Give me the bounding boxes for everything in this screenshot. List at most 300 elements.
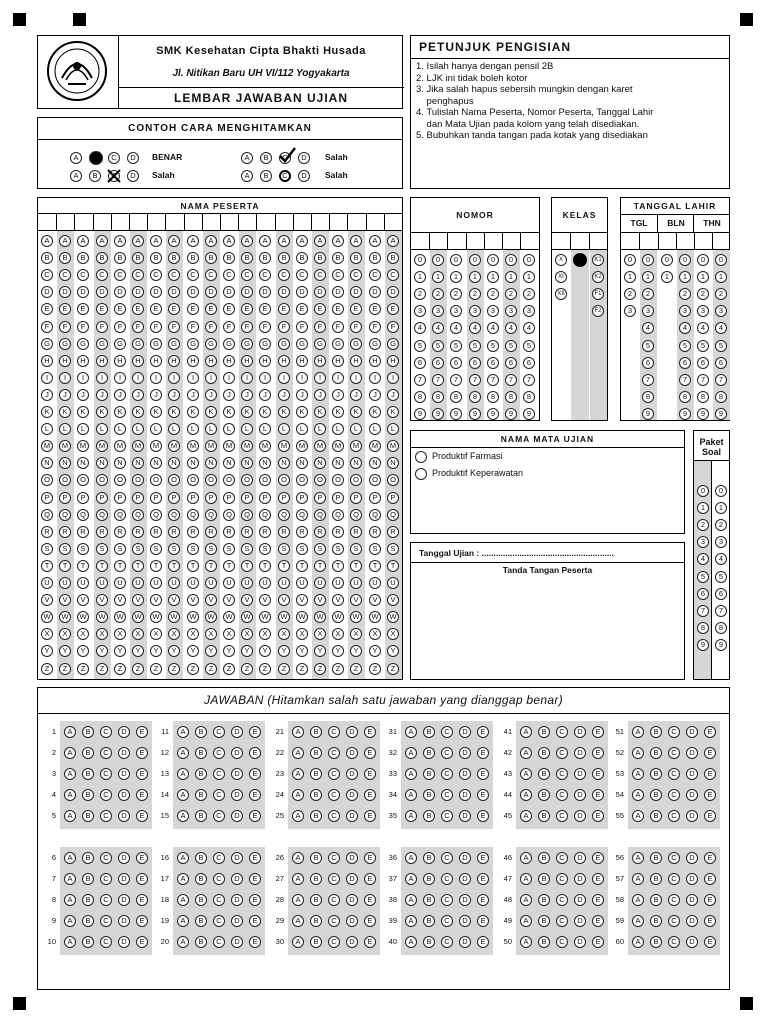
nomor-bubble[interactable]: 3	[414, 305, 426, 317]
nama-bubble[interactable]: U	[77, 577, 89, 589]
nama-bubble[interactable]: W	[96, 611, 108, 623]
nomor-bubble[interactable]: 3	[487, 305, 499, 317]
nomor-bubble[interactable]: 1	[432, 271, 444, 283]
answer-bubble[interactable]: A	[632, 810, 644, 822]
nama-bubble[interactable]: Q	[41, 509, 53, 521]
nama-bubble[interactable]: L	[296, 423, 308, 435]
paket-bubble[interactable]: 4	[697, 553, 709, 565]
nama-bubble[interactable]: E	[332, 303, 344, 315]
example-bubble[interactable]: A	[70, 170, 82, 182]
answer-bubble[interactable]: C	[100, 747, 112, 759]
nama-bubble[interactable]: G	[314, 338, 326, 350]
answer-bubble[interactable]: D	[118, 936, 130, 948]
nomor-bubble[interactable]: 0	[432, 254, 444, 266]
answer-bubble[interactable]: A	[520, 768, 532, 780]
answer-bubble[interactable]: C	[441, 852, 453, 864]
example-bubble[interactable]: B	[89, 170, 101, 182]
nama-bubble[interactable]: D	[114, 286, 126, 298]
answer-bubble[interactable]: E	[592, 852, 604, 864]
answer-bubble[interactable]: B	[310, 936, 322, 948]
answer-bubble[interactable]: E	[592, 894, 604, 906]
tanggal-lahir-bubble[interactable]: 7	[697, 374, 709, 386]
answer-bubble[interactable]: A	[292, 936, 304, 948]
nama-bubble[interactable]: Y	[241, 645, 253, 657]
nama-bubble[interactable]: U	[259, 577, 271, 589]
nama-bubble[interactable]: X	[168, 628, 180, 640]
answer-bubble[interactable]: B	[650, 789, 662, 801]
answer-bubble[interactable]: B	[82, 936, 94, 948]
nama-bubble[interactable]: H	[168, 355, 180, 367]
nama-bubble[interactable]: L	[241, 423, 253, 435]
answer-bubble[interactable]: D	[118, 873, 130, 885]
nama-bubble[interactable]: B	[332, 252, 344, 264]
nama-bubble[interactable]: W	[369, 611, 381, 623]
nama-bubble[interactable]: X	[369, 628, 381, 640]
nama-bubble[interactable]: E	[132, 303, 144, 315]
nama-bubble[interactable]: X	[314, 628, 326, 640]
nama-bubble[interactable]: J	[332, 389, 344, 401]
answer-bubble[interactable]: C	[556, 894, 568, 906]
nomor-bubble[interactable]: 1	[414, 271, 426, 283]
nomor-bubble[interactable]: 2	[450, 288, 462, 300]
kelas-filled-bubble[interactable]	[573, 253, 587, 267]
nomor-bubble[interactable]: 2	[487, 288, 499, 300]
nama-bubble[interactable]: K	[150, 406, 162, 418]
nama-bubble[interactable]: B	[205, 252, 217, 264]
nama-bubble[interactable]: K	[168, 406, 180, 418]
nama-bubble[interactable]: C	[241, 269, 253, 281]
nama-bubble[interactable]: Y	[387, 645, 399, 657]
tanggal-lahir-bubble[interactable]: 3	[715, 305, 727, 317]
tanggal-lahir-bubble[interactable]: 4	[697, 322, 709, 334]
answer-bubble[interactable]: E	[364, 789, 376, 801]
nama-bubble[interactable]: R	[96, 526, 108, 538]
nama-bubble[interactable]: T	[59, 560, 71, 572]
nomor-bubble[interactable]: 5	[523, 340, 535, 352]
nama-bubble[interactable]: F	[369, 321, 381, 333]
nomor-bubble[interactable]: 0	[469, 254, 481, 266]
nama-bubble[interactable]: D	[350, 286, 362, 298]
answer-bubble[interactable]: B	[195, 852, 207, 864]
nama-bubble[interactable]: P	[41, 492, 53, 504]
nama-bubble[interactable]: P	[332, 492, 344, 504]
answer-bubble[interactable]: A	[292, 726, 304, 738]
nama-bubble[interactable]: C	[168, 269, 180, 281]
answer-bubble[interactable]: D	[574, 810, 586, 822]
nama-bubble[interactable]: J	[278, 389, 290, 401]
nama-bubble[interactable]: M	[205, 440, 217, 452]
nama-bubble[interactable]: W	[314, 611, 326, 623]
paket-bubble[interactable]: 8	[715, 622, 727, 634]
nama-bubble[interactable]: R	[387, 526, 399, 538]
nama-bubble[interactable]: H	[296, 355, 308, 367]
nama-bubble[interactable]: O	[259, 474, 271, 486]
nama-bubble[interactable]: S	[387, 543, 399, 555]
answer-bubble[interactable]: D	[346, 768, 358, 780]
nama-bubble[interactable]: G	[150, 338, 162, 350]
nomor-bubble[interactable]: 5	[432, 340, 444, 352]
nama-bubble[interactable]: I	[259, 372, 271, 384]
nama-bubble[interactable]: T	[369, 560, 381, 572]
answer-bubble[interactable]: A	[292, 789, 304, 801]
nama-bubble[interactable]: J	[96, 389, 108, 401]
answer-bubble[interactable]: C	[556, 936, 568, 948]
nama-bubble[interactable]: R	[41, 526, 53, 538]
nomor-digit-box[interactable]	[503, 233, 519, 249]
nama-bubble[interactable]: O	[278, 474, 290, 486]
nama-bubble[interactable]: P	[205, 492, 217, 504]
nama-bubble[interactable]: H	[278, 355, 290, 367]
nama-bubble[interactable]: M	[259, 440, 271, 452]
nama-bubble[interactable]: K	[278, 406, 290, 418]
answer-bubble[interactable]: C	[328, 810, 340, 822]
answer-bubble[interactable]: A	[405, 789, 417, 801]
answer-bubble[interactable]: A	[64, 810, 76, 822]
answer-bubble[interactable]: B	[195, 810, 207, 822]
nama-bubble[interactable]: E	[259, 303, 271, 315]
nama-bubble[interactable]: B	[278, 252, 290, 264]
nama-bubble[interactable]: M	[387, 440, 399, 452]
nama-bubble[interactable]: J	[150, 389, 162, 401]
nama-bubble[interactable]: L	[41, 423, 53, 435]
nama-bubble[interactable]: A	[387, 235, 399, 247]
answer-bubble[interactable]: C	[668, 936, 680, 948]
nomor-bubble[interactable]: 7	[414, 374, 426, 386]
answer-bubble[interactable]: A	[405, 873, 417, 885]
nama-bubble[interactable]: I	[387, 372, 399, 384]
nama-bubble[interactable]: L	[259, 423, 271, 435]
answer-bubble[interactable]: B	[195, 789, 207, 801]
answer-bubble[interactable]: B	[650, 747, 662, 759]
nama-bubble[interactable]: R	[114, 526, 126, 538]
nama-bubble[interactable]: Q	[259, 509, 271, 521]
answer-bubble[interactable]: C	[328, 873, 340, 885]
nama-bubble[interactable]: O	[59, 474, 71, 486]
answer-bubble[interactable]: A	[64, 726, 76, 738]
nomor-bubble[interactable]: 7	[469, 374, 481, 386]
nama-bubble[interactable]: U	[241, 577, 253, 589]
nama-bubble[interactable]: N	[369, 457, 381, 469]
answer-bubble[interactable]: A	[632, 852, 644, 864]
answer-bubble[interactable]: E	[477, 768, 489, 780]
answer-bubble[interactable]: D	[118, 768, 130, 780]
nama-bubble[interactable]: X	[132, 628, 144, 640]
answer-bubble[interactable]: C	[213, 915, 225, 927]
answer-bubble[interactable]: E	[364, 936, 376, 948]
nama-letter-box[interactable]	[57, 214, 73, 229]
nomor-bubble[interactable]: 8	[505, 391, 517, 403]
nama-bubble[interactable]: U	[369, 577, 381, 589]
nama-bubble[interactable]: F	[223, 321, 235, 333]
nama-bubble[interactable]: N	[150, 457, 162, 469]
answer-bubble[interactable]: E	[592, 768, 604, 780]
nama-letter-box[interactable]	[257, 214, 273, 229]
answer-bubble[interactable]: D	[686, 873, 698, 885]
tanggal-lahir-bubble[interactable]: 2	[697, 288, 709, 300]
nama-bubble[interactable]: M	[150, 440, 162, 452]
nama-bubble[interactable]: Q	[114, 509, 126, 521]
nomor-bubble[interactable]: 3	[469, 305, 481, 317]
tanggal-lahir-bubble[interactable]: 1	[679, 271, 691, 283]
nama-bubble[interactable]: M	[96, 440, 108, 452]
answer-bubble[interactable]: D	[459, 873, 471, 885]
nomor-bubble[interactable]: 5	[487, 340, 499, 352]
answer-bubble[interactable]: C	[328, 894, 340, 906]
answer-bubble[interactable]: E	[704, 789, 716, 801]
nama-bubble[interactable]: E	[296, 303, 308, 315]
nomor-bubble[interactable]: 9	[505, 408, 517, 420]
nomor-bubble[interactable]: 4	[523, 322, 535, 334]
nomor-bubble[interactable]: 4	[469, 322, 481, 334]
nama-bubble[interactable]: L	[59, 423, 71, 435]
nama-bubble[interactable]: W	[387, 611, 399, 623]
nama-bubble[interactable]: D	[41, 286, 53, 298]
nama-bubble[interactable]: R	[296, 526, 308, 538]
nama-bubble[interactable]: K	[187, 406, 199, 418]
nomor-bubble[interactable]: 4	[487, 322, 499, 334]
answer-bubble[interactable]: C	[328, 726, 340, 738]
nama-bubble[interactable]: W	[205, 611, 217, 623]
tanggal-lahir-bubble[interactable]: 6	[715, 357, 727, 369]
nama-bubble[interactable]: Q	[187, 509, 199, 521]
nama-bubble[interactable]: X	[241, 628, 253, 640]
nama-bubble[interactable]: B	[132, 252, 144, 264]
nama-bubble[interactable]: A	[96, 235, 108, 247]
nama-bubble[interactable]: U	[332, 577, 344, 589]
answer-bubble[interactable]: B	[538, 915, 550, 927]
answer-bubble[interactable]: E	[136, 852, 148, 864]
answer-bubble[interactable]: B	[310, 789, 322, 801]
answer-bubble[interactable]: E	[364, 873, 376, 885]
nama-bubble[interactable]: H	[369, 355, 381, 367]
answer-bubble[interactable]: C	[213, 810, 225, 822]
answer-bubble[interactable]: A	[632, 768, 644, 780]
nama-bubble[interactable]: Y	[296, 645, 308, 657]
nama-bubble[interactable]: H	[59, 355, 71, 367]
answer-bubble[interactable]: E	[477, 789, 489, 801]
answer-bubble[interactable]: D	[346, 915, 358, 927]
nama-bubble[interactable]: G	[205, 338, 217, 350]
answer-bubble[interactable]: E	[704, 915, 716, 927]
nomor-bubble[interactable]: 0	[414, 254, 426, 266]
nama-bubble[interactable]: S	[223, 543, 235, 555]
answer-bubble[interactable]: D	[231, 852, 243, 864]
answer-bubble[interactable]: B	[423, 894, 435, 906]
nama-bubble[interactable]: J	[77, 389, 89, 401]
nomor-digit-box[interactable]	[448, 233, 464, 249]
answer-bubble[interactable]: C	[668, 873, 680, 885]
nama-bubble[interactable]: T	[150, 560, 162, 572]
answer-bubble[interactable]: E	[249, 852, 261, 864]
nama-bubble[interactable]: S	[314, 543, 326, 555]
example-bubble[interactable]: C	[279, 152, 291, 164]
nama-bubble[interactable]: Y	[168, 645, 180, 657]
nama-bubble[interactable]: E	[77, 303, 89, 315]
nama-bubble[interactable]: F	[150, 321, 162, 333]
nama-bubble[interactable]: P	[278, 492, 290, 504]
nomor-bubble[interactable]: 7	[523, 374, 535, 386]
nomor-bubble[interactable]: 3	[450, 305, 462, 317]
nama-bubble[interactable]: T	[168, 560, 180, 572]
nama-bubble[interactable]: Z	[59, 663, 71, 675]
nama-bubble[interactable]: X	[114, 628, 126, 640]
answer-bubble[interactable]: C	[441, 768, 453, 780]
paket-bubble[interactable]: 7	[697, 605, 709, 617]
nama-bubble[interactable]: S	[332, 543, 344, 555]
answer-bubble[interactable]: A	[520, 726, 532, 738]
nama-bubble[interactable]: B	[223, 252, 235, 264]
nomor-bubble[interactable]: 8	[469, 391, 481, 403]
nama-bubble[interactable]: Z	[41, 663, 53, 675]
nama-bubble[interactable]: V	[114, 594, 126, 606]
nama-bubble[interactable]: I	[314, 372, 326, 384]
nama-bubble[interactable]: Z	[369, 663, 381, 675]
nama-bubble[interactable]: H	[387, 355, 399, 367]
nama-bubble[interactable]: Q	[369, 509, 381, 521]
answer-bubble[interactable]: C	[100, 852, 112, 864]
answer-bubble[interactable]: D	[459, 747, 471, 759]
nama-bubble[interactable]: D	[314, 286, 326, 298]
nama-bubble[interactable]: Z	[278, 663, 290, 675]
nama-bubble[interactable]: I	[150, 372, 162, 384]
nama-bubble[interactable]: X	[278, 628, 290, 640]
nama-bubble[interactable]: U	[168, 577, 180, 589]
paket-bubble[interactable]: 5	[697, 571, 709, 583]
answer-bubble[interactable]: D	[459, 768, 471, 780]
nama-bubble[interactable]: O	[369, 474, 381, 486]
nomor-bubble[interactable]: 4	[450, 322, 462, 334]
nomor-bubble[interactable]: 8	[414, 391, 426, 403]
nama-bubble[interactable]: F	[278, 321, 290, 333]
nama-bubble[interactable]: G	[168, 338, 180, 350]
nama-bubble[interactable]: W	[114, 611, 126, 623]
tanggal-lahir-bubble[interactable]: 1	[697, 271, 709, 283]
tanggal-lahir-bubble[interactable]: 0	[679, 254, 691, 266]
answer-bubble[interactable]: D	[459, 810, 471, 822]
nama-bubble[interactable]: Q	[77, 509, 89, 521]
nama-bubble[interactable]: N	[223, 457, 235, 469]
answer-bubble[interactable]: E	[704, 852, 716, 864]
answer-bubble[interactable]: C	[213, 852, 225, 864]
answer-bubble[interactable]: B	[423, 726, 435, 738]
answer-bubble[interactable]: B	[310, 726, 322, 738]
answer-bubble[interactable]: D	[231, 726, 243, 738]
nama-bubble[interactable]: H	[350, 355, 362, 367]
answer-bubble[interactable]: E	[704, 768, 716, 780]
nama-bubble[interactable]: Q	[132, 509, 144, 521]
answer-bubble[interactable]: E	[592, 915, 604, 927]
nama-bubble[interactable]: O	[314, 474, 326, 486]
nama-bubble[interactable]: A	[278, 235, 290, 247]
nama-bubble[interactable]: M	[168, 440, 180, 452]
answer-bubble[interactable]: C	[213, 873, 225, 885]
nama-bubble[interactable]: O	[332, 474, 344, 486]
nama-bubble[interactable]: J	[41, 389, 53, 401]
nama-bubble[interactable]: G	[187, 338, 199, 350]
answer-bubble[interactable]: A	[292, 852, 304, 864]
answer-bubble[interactable]: D	[459, 726, 471, 738]
paket-bubble[interactable]: 6	[697, 588, 709, 600]
answer-bubble[interactable]: B	[423, 747, 435, 759]
answer-bubble[interactable]: C	[100, 789, 112, 801]
nama-bubble[interactable]: O	[350, 474, 362, 486]
tanggal-lahir-bubble[interactable]: 0	[715, 254, 727, 266]
answer-bubble[interactable]: D	[231, 873, 243, 885]
nama-bubble[interactable]: R	[150, 526, 162, 538]
nama-bubble[interactable]: P	[296, 492, 308, 504]
nama-bubble[interactable]: X	[59, 628, 71, 640]
nama-bubble[interactable]: K	[77, 406, 89, 418]
nama-bubble[interactable]: C	[259, 269, 271, 281]
nomor-bubble[interactable]: 4	[505, 322, 517, 334]
tanggal-lahir-bubble[interactable]: 1	[624, 271, 636, 283]
nama-bubble[interactable]: F	[132, 321, 144, 333]
nama-bubble[interactable]: N	[278, 457, 290, 469]
answer-bubble[interactable]: B	[538, 810, 550, 822]
nama-bubble[interactable]: Q	[278, 509, 290, 521]
nama-bubble[interactable]: A	[59, 235, 71, 247]
tanggal-lahir-bubble[interactable]: 8	[642, 391, 654, 403]
answer-bubble[interactable]: B	[82, 915, 94, 927]
tanggal-lahir-bubble[interactable]: 3	[697, 305, 709, 317]
nama-bubble[interactable]: N	[314, 457, 326, 469]
kelas-bubble[interactable]: XI	[555, 271, 567, 283]
nomor-bubble[interactable]: 9	[487, 408, 499, 420]
answer-bubble[interactable]: B	[82, 873, 94, 885]
nama-bubble[interactable]: A	[241, 235, 253, 247]
nama-bubble[interactable]: W	[350, 611, 362, 623]
tanggal-lahir-bubble[interactable]: 8	[697, 391, 709, 403]
nama-bubble[interactable]: K	[132, 406, 144, 418]
nama-bubble[interactable]: P	[59, 492, 71, 504]
nama-bubble[interactable]: L	[387, 423, 399, 435]
nama-bubble[interactable]: M	[77, 440, 89, 452]
nama-bubble[interactable]: A	[132, 235, 144, 247]
nomor-bubble[interactable]: 9	[432, 408, 444, 420]
nama-bubble[interactable]: L	[332, 423, 344, 435]
nama-bubble[interactable]: O	[114, 474, 126, 486]
nama-bubble[interactable]: M	[314, 440, 326, 452]
answer-bubble[interactable]: C	[668, 789, 680, 801]
answer-bubble[interactable]: C	[100, 768, 112, 780]
nama-bubble[interactable]: N	[241, 457, 253, 469]
nama-letter-box[interactable]	[239, 214, 255, 229]
answer-bubble[interactable]: A	[632, 873, 644, 885]
nomor-bubble[interactable]: 6	[469, 357, 481, 369]
nama-bubble[interactable]: H	[259, 355, 271, 367]
nama-letter-box[interactable]	[367, 214, 383, 229]
tanggal-lahir-bubble[interactable]: 5	[715, 340, 727, 352]
nama-bubble[interactable]: T	[205, 560, 217, 572]
answer-bubble[interactable]: A	[405, 852, 417, 864]
nama-bubble[interactable]: X	[296, 628, 308, 640]
nomor-bubble[interactable]: 5	[450, 340, 462, 352]
nama-letter-box[interactable]	[94, 214, 110, 229]
tanggal-lahir-bubble[interactable]: 7	[715, 374, 727, 386]
answer-bubble[interactable]: E	[704, 726, 716, 738]
answer-bubble[interactable]: A	[520, 915, 532, 927]
nama-bubble[interactable]: F	[259, 321, 271, 333]
nama-letter-box[interactable]	[148, 214, 164, 229]
answer-bubble[interactable]: C	[668, 726, 680, 738]
nama-bubble[interactable]: D	[187, 286, 199, 298]
nama-bubble[interactable]: J	[387, 389, 399, 401]
example-bubble[interactable]	[108, 170, 120, 182]
nomor-bubble[interactable]: 9	[523, 408, 535, 420]
answer-bubble[interactable]: A	[405, 747, 417, 759]
answer-bubble[interactable]: C	[441, 915, 453, 927]
nama-bubble[interactable]: K	[96, 406, 108, 418]
